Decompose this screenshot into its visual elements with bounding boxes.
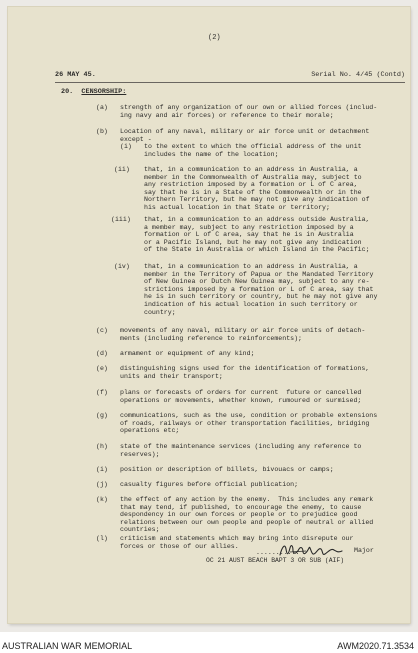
item-text: state of the maintenance services (including any reference to reserves); <box>120 443 362 458</box>
item-label: (i) <box>96 466 108 473</box>
item-label: (b) <box>96 128 108 135</box>
item-label: (e) <box>96 365 108 372</box>
item-text: that, in a communication to an address outside Australia, a member may, subject to any restriction imposed by a formation or L of C area, say that he is in Australia or a Pacific Island, but he may not give any indication of the State in Australia or which Island in the Pacific; <box>144 216 370 254</box>
document-date: 26 MAY 45. <box>55 71 96 79</box>
item-text: distinguishing signs used for the identification of formations, units and their transport; <box>120 365 370 380</box>
item-text: to the extent to which the official address of the unit includes the name of the location; <box>144 143 362 158</box>
page-number: (2) <box>208 34 221 42</box>
serial-number: Serial No. 4/45 (Contd) <box>311 71 405 79</box>
archive-reference: AWM2020.71.3534 <box>337 641 414 651</box>
section-title: CENSORSHIP: <box>81 88 127 96</box>
item-label: (c) <box>96 327 108 334</box>
document-page <box>8 7 410 623</box>
item-label: (d) <box>96 350 108 357</box>
item-label: (l) <box>96 535 108 542</box>
item-text: strength of any organization of our own or allied forces (includ- ing navy and air forces) or reference to their morale; <box>120 104 378 119</box>
item-label: (i) <box>120 143 132 150</box>
item-text: criticism and statements which may bring into disrepute our forces or those of our allies. <box>120 535 354 550</box>
item-label: (a) <box>96 104 108 111</box>
archive-credit: AUSTRALIAN WAR MEMORIAL <box>2 641 133 651</box>
item-label: (f) <box>96 389 108 396</box>
header-rule <box>55 82 405 83</box>
item-text: that, in a communication to an address in Australia, a member in the Commonwealth of Australia may, subject to any restriction imposed by a formation or L of C area, say that he is in a State of the Commonwealth or in the Northern Territory, but he may not give any indication of his actual location in that State or territory; <box>144 166 370 211</box>
section-number: 20. <box>61 88 74 96</box>
item-label: (iv) <box>114 263 130 270</box>
item-label: (ii) <box>114 166 130 173</box>
section-heading <box>61 89 126 97</box>
item-text: casualty figures before official publication; <box>120 481 299 488</box>
item-text: armament or equipment of any kind; <box>120 350 255 357</box>
item-text: that, in a communication to an address in Australia, a member in the Territory of Papua or the Mandated Territory of New Guinea or Dutch New Guinea may, subject to any re- strictions imposed by a formation or L of C area, say that he is in such territory or country, but he may not give any indication of his actual location in such territory or country; <box>144 263 378 316</box>
signatory-rank: Major <box>354 547 374 554</box>
item-label: (k) <box>96 496 108 503</box>
item-text: plans or forecasts of orders for current future or cancelled operations or movements, whether known, rumoured or surmised; <box>120 389 362 404</box>
item-label: (iii) <box>111 216 131 223</box>
item-text: position or description of billets, bivouacs or camps; <box>120 466 334 473</box>
signature-line: ........... <box>256 549 300 556</box>
item-label: (h) <box>96 443 108 450</box>
item-label: (j) <box>96 481 108 488</box>
item-label: (g) <box>96 412 108 419</box>
item-text: communications, such as the use, condition or probable extensions of roads, railways or other transportation facilities, bridging operations etc; <box>120 412 378 435</box>
item-text: movements of any naval, military or air force units of detach- ments (including reference to reinforcements); <box>120 327 366 342</box>
item-text: Location of any naval, military or air force unit or detachment except - <box>120 128 370 143</box>
signatory-appointment: OC 21 AUST BEACH BAPT 3 OR SUB (AIF) <box>206 557 345 564</box>
item-text: the effect of any action by the enemy. This includes any remark that may tend, if published, to encourage the enemy, to cause despondency in our own forces or people or to prejudice good relations between our own people and people of neutral or allied countries; <box>120 496 374 534</box>
